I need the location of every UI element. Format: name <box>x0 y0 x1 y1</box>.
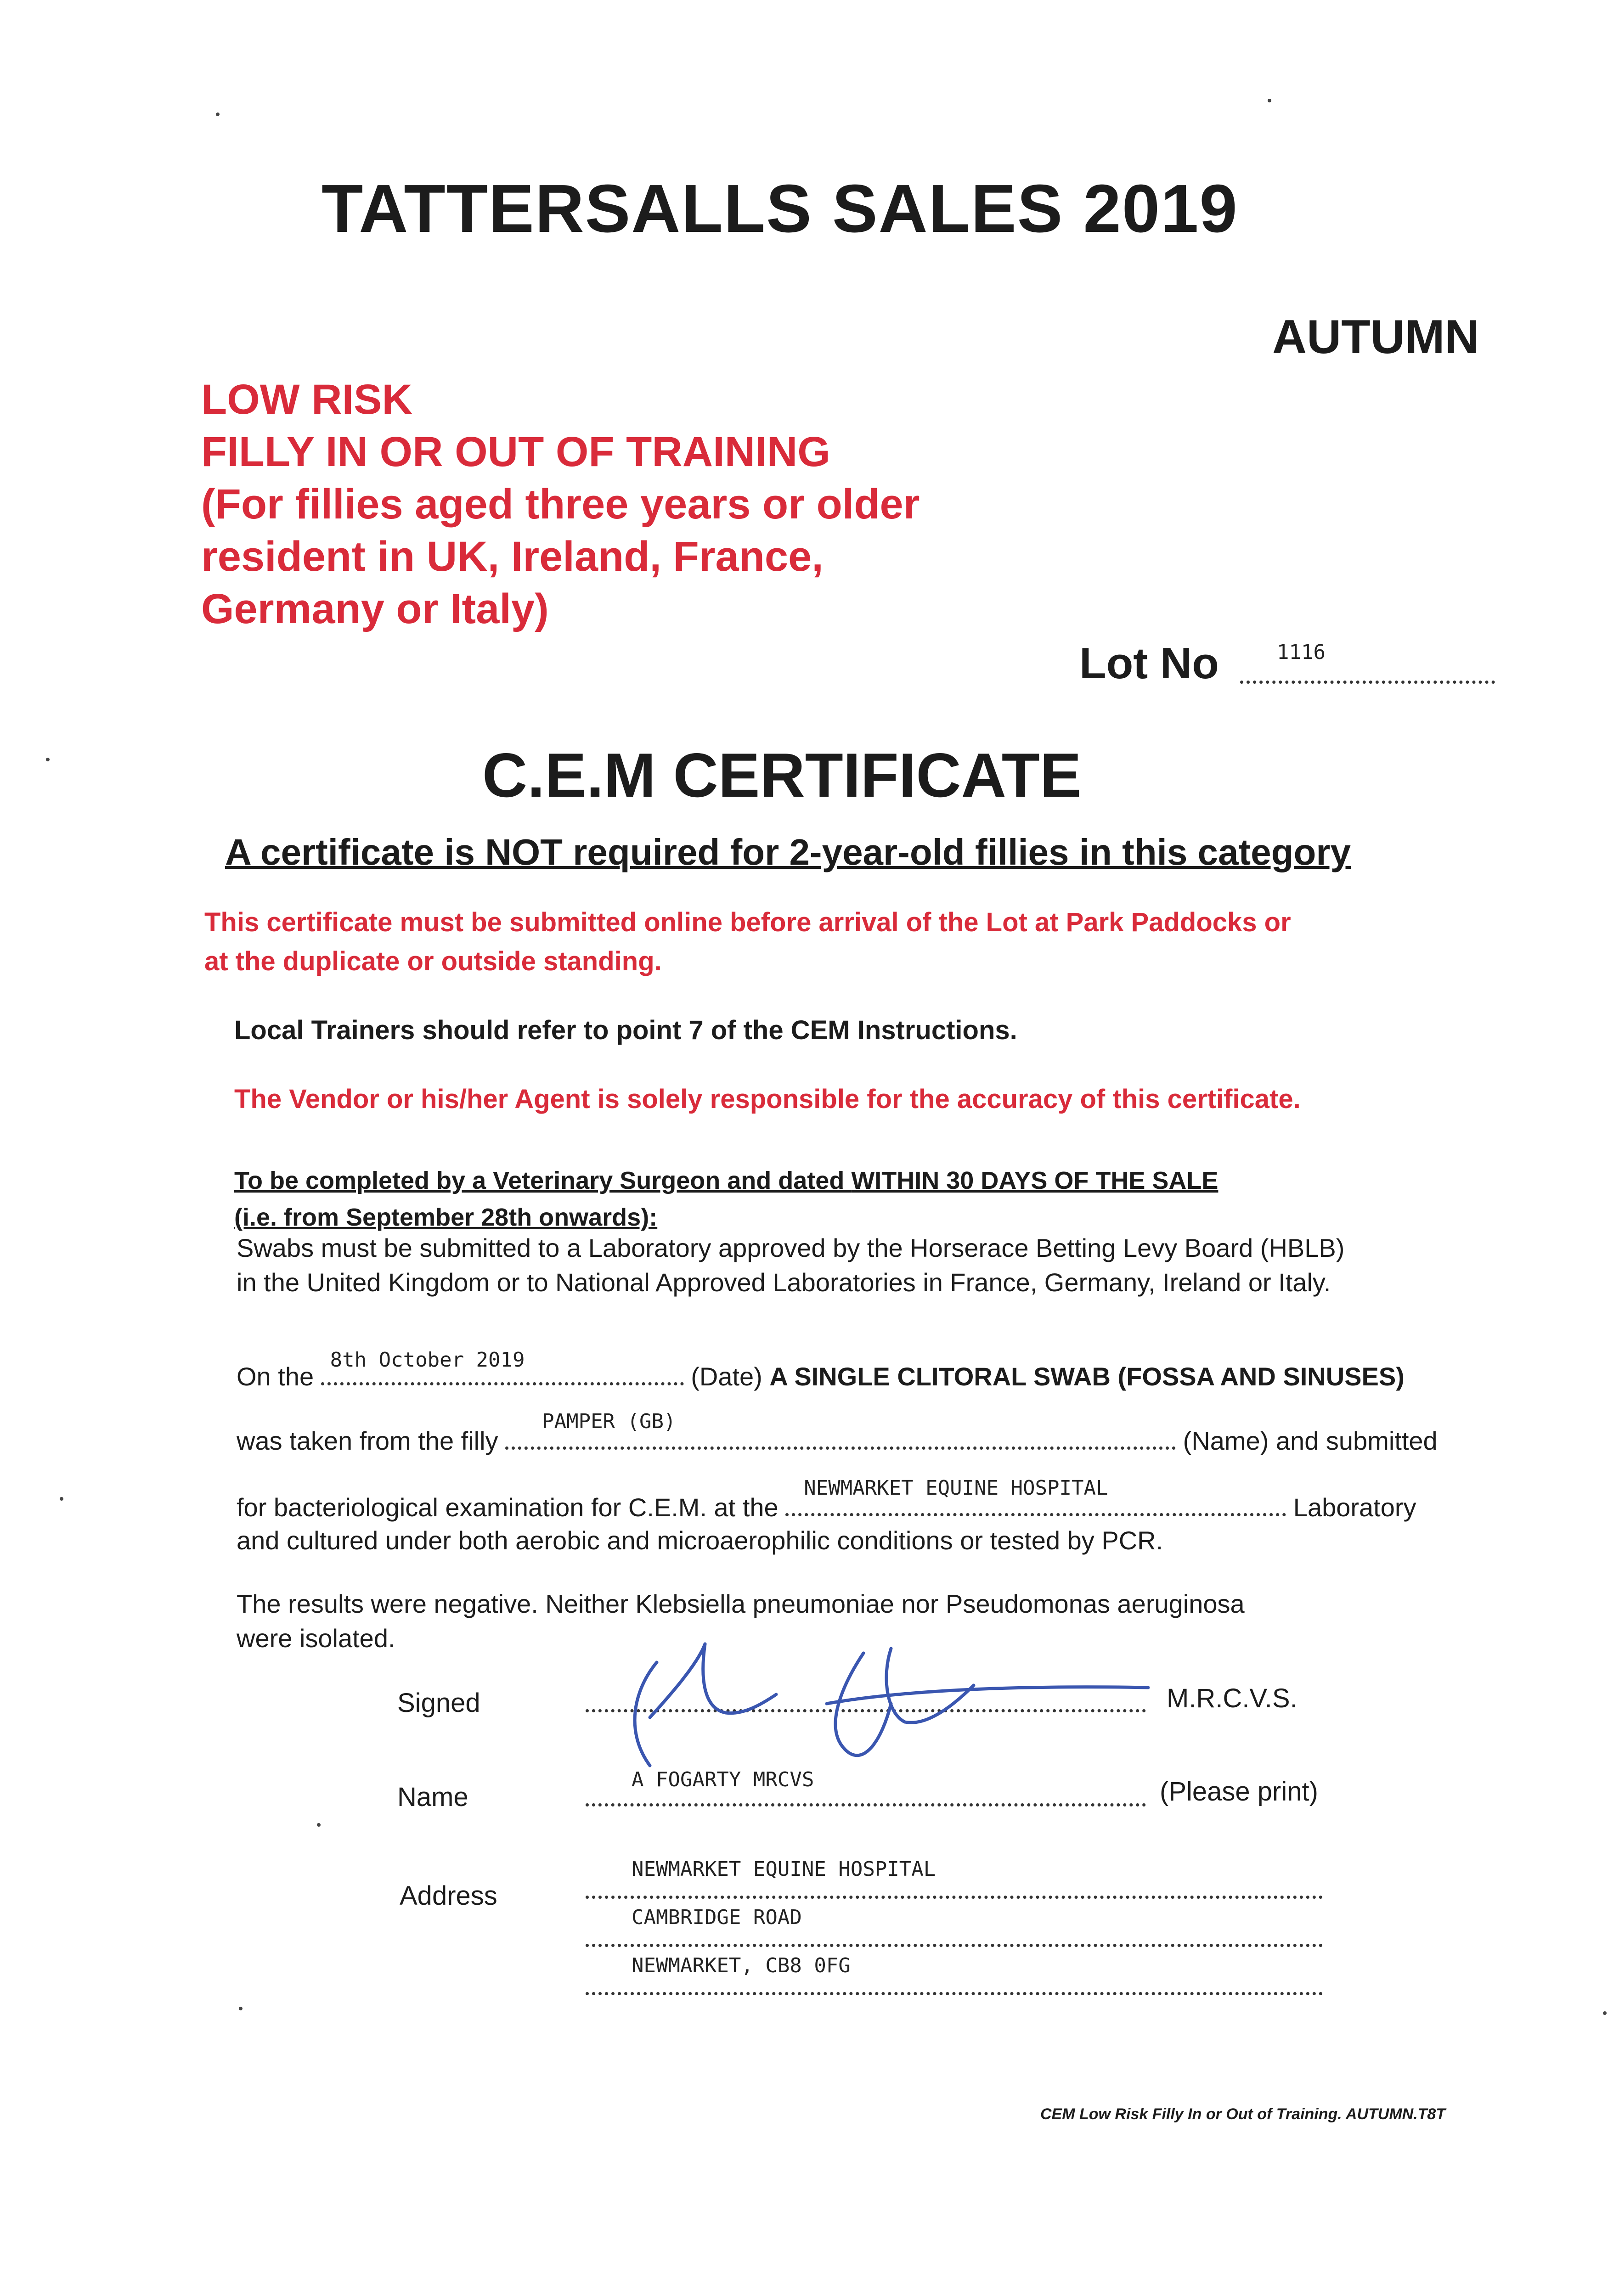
scan-speck <box>317 1823 321 1827</box>
address-label: Address <box>400 1881 497 1911</box>
address-line-1-value: NEWMARKET EQUINE HOSPITAL <box>632 1857 936 1881</box>
signature-image <box>606 1635 1157 1773</box>
on-the-label: On the <box>237 1362 314 1391</box>
filly-label: was taken from the filly <box>237 1426 498 1455</box>
scan-speck <box>239 2007 243 2010</box>
lot-number-value: 1116 <box>1277 641 1326 664</box>
cultured-text: and cultured under both aerobic and microaerophilic conditions or tested by PCR. <box>237 1526 1163 1555</box>
date-suffix: (Date) <box>691 1362 762 1391</box>
swabs-line-1: Swabs must be submitted to a Laboratory approved by the Horserace Betting Levy Board (HBLB) <box>237 1233 1345 1262</box>
printed-name-value: A FOGARTY MRCVS <box>632 1768 814 1791</box>
scan-speck <box>1603 2011 1607 2015</box>
results-line-1: The results were negative. Neither Klebsiella pneumoniae nor Pseudomonas aeruginosa <box>237 1589 1245 1618</box>
filly-name-field[interactable] <box>505 1410 1176 1450</box>
exam-label: for bacteriological examination for C.E.M. at the <box>237 1493 778 1522</box>
document-title: TATTERSALLS SALES 2019 <box>322 171 1238 247</box>
date-field[interactable] <box>321 1348 684 1385</box>
laboratory-value: NEWMARKET EQUINE HOSPITAL <box>804 1476 1108 1500</box>
submit-notice-line-1: This certificate must be submitted online before arrival of the Lot at Park Paddocks or <box>204 907 1291 937</box>
lot-number-label: Lot No <box>1079 639 1219 688</box>
signed-label: Signed <box>397 1688 480 1718</box>
address-line-3-value: NEWMARKET, CB8 0FG <box>632 1954 851 1977</box>
name-label: Name <box>397 1782 468 1812</box>
swabs-line-2: in the United Kingdom or to National Approved Laboratories in France, Germany, Ireland or Italy. <box>237 1268 1331 1297</box>
address-line-2-field[interactable] <box>586 1926 1323 1947</box>
local-trainers-notice: Local Trainers should refer to point 7 of the CEM Instructions. <box>234 1015 1017 1045</box>
results-line-2: were isolated. <box>237 1624 395 1653</box>
scan-speck <box>46 758 50 761</box>
category-line-1: LOW RISK <box>201 376 412 423</box>
filly-name-suffix: (Name) and submitted <box>1183 1426 1438 1455</box>
address-line-2-value: CAMBRIDGE ROAD <box>632 1906 802 1929</box>
category-line-3: (For fillies aged three years or older <box>201 481 920 528</box>
submit-notice-line-2: at the duplicate or outside standing. <box>204 946 662 976</box>
certificate-title: C.E.M CERTIFICATE <box>482 740 1082 810</box>
scan-speck <box>216 113 220 116</box>
certificate-subtitle: A certificate is NOT required for 2-year-old fillies in this category <box>225 832 1351 872</box>
laboratory-suffix: Laboratory <box>1293 1493 1416 1522</box>
address-line-1-field[interactable] <box>586 1878 1323 1899</box>
laboratory-field[interactable] <box>785 1476 1286 1516</box>
instructions-heading-part-2: WITHIN 30 DAYS OF THE SALE <box>851 1167 1218 1194</box>
scan-speck <box>60 1497 63 1501</box>
instructions-heading-line-2: (i.e. from September 28th onwards): <box>234 1204 658 1231</box>
vendor-notice: The Vendor or his/her Agent is solely responsible for the accuracy of this certificate. <box>234 1084 1301 1114</box>
laboratory-line <box>237 1476 1416 1522</box>
filly-line <box>237 1410 1438 1456</box>
scan-speck <box>1268 99 1271 102</box>
category-line-4: resident in UK, Ireland, France, <box>201 533 824 580</box>
category-line-5: Germany or Italy) <box>201 585 549 632</box>
category-line-2: FILLY IN OR OUT OF TRAINING <box>201 428 830 475</box>
mrcvs-label: M.R.C.V.S. <box>1167 1683 1297 1713</box>
instructions-heading <box>234 1166 1218 1195</box>
swab-description: A SINGLE CLITORAL SWAB (FOSSA AND SINUSES) <box>769 1362 1405 1391</box>
season-label: AUTUMN <box>1272 310 1479 364</box>
date-value: 8th October 2019 <box>330 1348 525 1372</box>
please-print-label: (Please print) <box>1160 1777 1318 1806</box>
address-line-3-field[interactable] <box>586 1975 1323 1995</box>
filly-name-value: PAMPER (GB) <box>542 1410 676 1433</box>
footer-reference: CEM Low Risk Filly In or Out of Training. AUTUMN.T8T <box>1040 2105 1446 2123</box>
instructions-heading-part-1: To be completed by a Veterinary Surgeon and dated <box>234 1167 852 1194</box>
date-line <box>237 1348 1405 1391</box>
